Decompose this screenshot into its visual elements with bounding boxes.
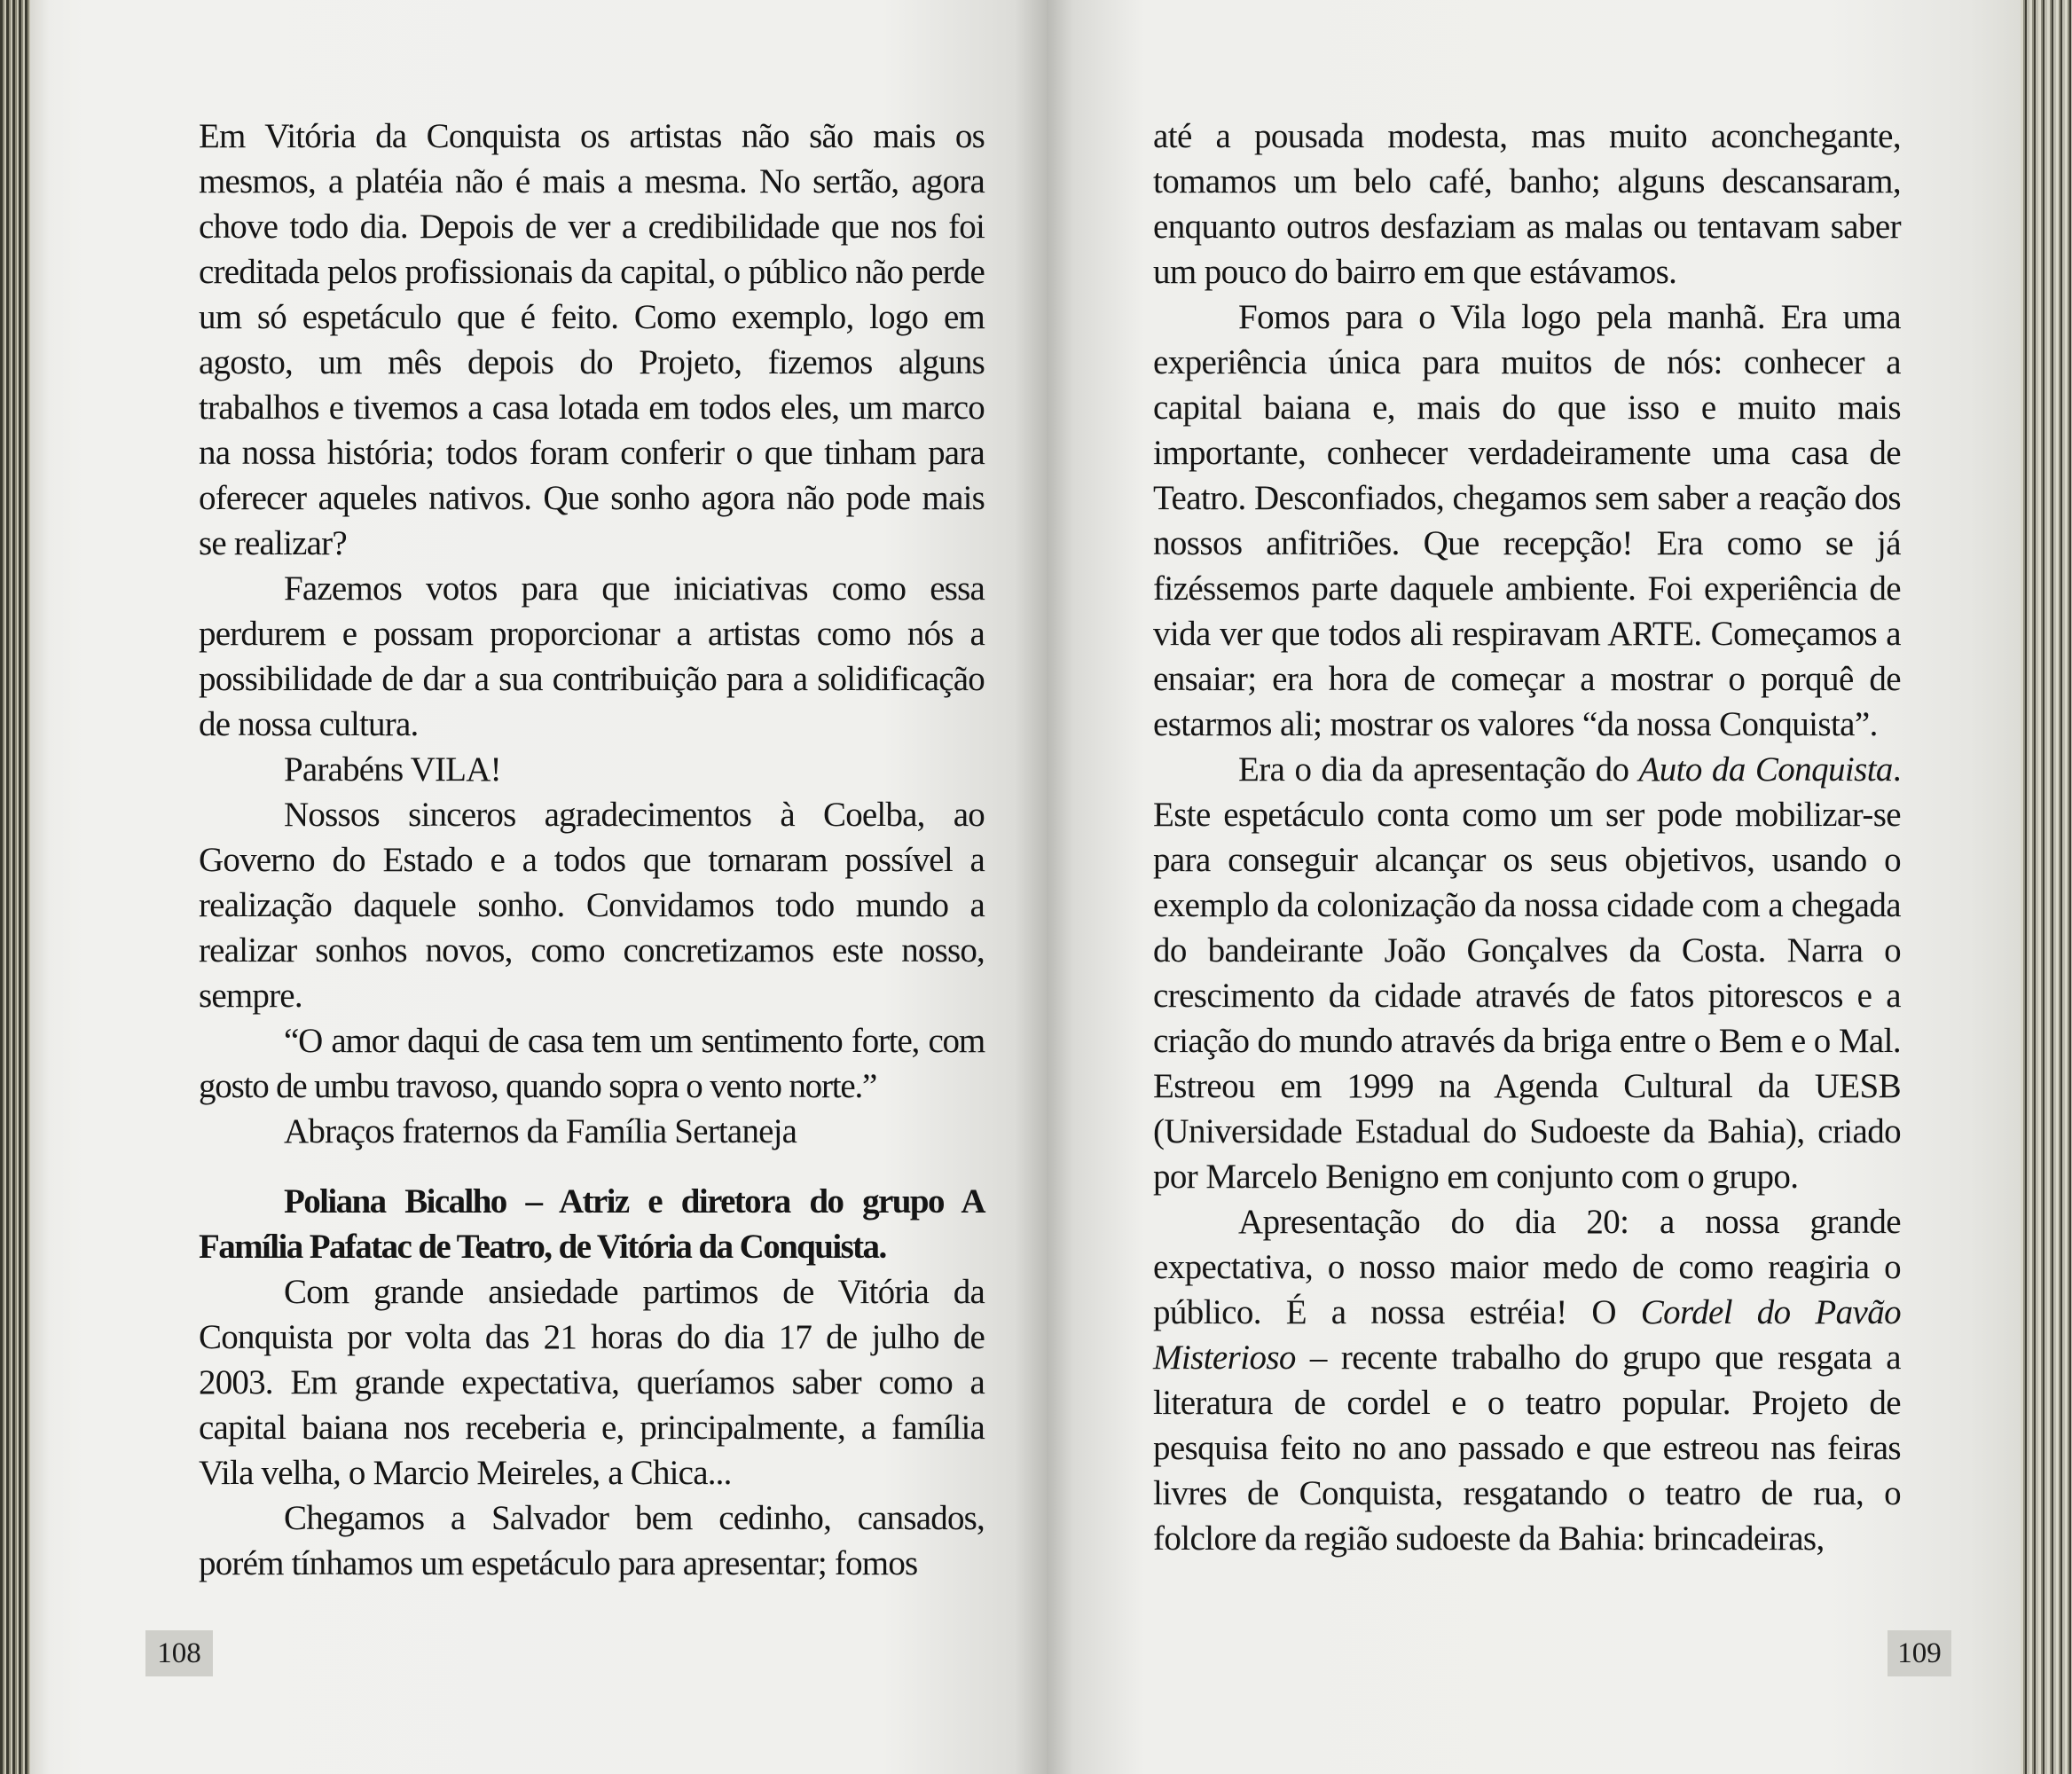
paragraph: Fomos para o Vila logo pela manhã. Era uma experiência única para muitos de nós: conhecer a capital baiana e, mais do que isso e muito mais importante, conhecer verdadeiramente uma casa de Teatro. Desconfiados, chegamos sem saber a reação dos nossos anfitriões. Que recepção! Era como se já fizéssemos parte daquele ambiente. Foi experiência de vida ver que todos ali respiravam ARTE. Começamos a ensaiar; era hora de começar a mostrar o porquê de estarmos ali; mostrar os valores “da nossa Conquista”. <box>1153 298 1901 743</box>
paragraph: Chegamos a Salvador bem cedinho, cansados, porém tínhamos um espetáculo para apresentar; fomos <box>199 1499 985 1582</box>
page-number: 108 <box>145 1630 213 1676</box>
page-number: 109 <box>1888 1630 1951 1676</box>
play-title: Cordel do Pavão Misterioso <box>1153 1293 1901 1377</box>
paragraph: Fazemos votos para que iniciativas como essa perdurem e possam proporcionar a artistas como nós a possibilidade de dar a sua contribuição para a solidificação de nossa cultura. <box>199 569 985 743</box>
play-title: Auto da Conquista <box>1638 750 1893 789</box>
paragraph: Abraços fraternos da Família Sertaneja <box>284 1112 797 1150</box>
paragraph: Nossos sinceros agradecimentos à Coelba, ao Governo do Estado e a todos que tornaram possível a realização daquele sonho. Convidamos todo mundo a realizar sonhos novos, como concretizamos este nosso, sempre. <box>199 796 985 1015</box>
left-page <box>30 0 1047 1774</box>
paragraph <box>1153 747 1901 1199</box>
paragraph: Parabéns VILA! <box>284 750 501 789</box>
right-page <box>1047 0 2021 1774</box>
paragraph: Em Vitória da Conquista os artistas não são mais os mesmos, a platéia não é mais a mesma. No sertão, agora chove todo dia. Depois de ver a credibilidade que nos foi creditada pelos profissionais da capital, o público não perde um só espetáculo que é feito. Como exemplo, logo em agosto, um mês depois do Projeto, fizemos alguns trabalhos e tivemos a casa lotada em todos eles, um marco na nossa história; todos foram conferir o que tinham para oferecer aqueles nativos. Que sonho agora não pode mais se realizar? <box>199 117 985 562</box>
paragraph: Com grande ansiedade partimos de Vitória da Conquista por volta das 21 horas do dia 17 de julho de 2003. Em grande expectativa, queríamos saber como a capital baiana nos receberia e, principalmente, a família Vila velha, o Marcio Meireles, a Chica... <box>199 1273 985 1492</box>
paragraph-text: Era o dia da apresentação do <box>1238 750 1639 789</box>
book-edge-right <box>2021 0 2072 1774</box>
section-heading: Poliana Bicalho – Atriz e diretora do grupo A Família Pafatac de Teatro, de Vitória da Conquista. <box>199 1182 985 1266</box>
paragraph <box>1153 1199 1901 1561</box>
paragraph-text: – recente trabalho do grupo que resgata a literatura de cordel e o teatro popular. Projeto de pesquisa feito no ano passado e que estreou nas feiras livres de Conquista, resgatando o teatro de rua, o folclore da região sudoeste da Bahia: brincadeiras, <box>1153 1338 1901 1558</box>
paragraph-text: . Este espetáculo conta como um ser pode mobilizar-se para conseguir alcançar os seus objetivos, usando o exemplo da colonização da nossa cidade com a chegada do bandeirante João Gonçalves da Costa. Narra o crescimento da cidade através de fatos pitorescos e a criação do mundo através da briga entre o Bem e o Mal. Estreou em 1999 na Agenda Cultural da UESB (Universidade Estadual do Sudoeste da Bahia), criado por Marcelo Benigno em conjunto com o grupo. <box>1153 750 1901 1196</box>
paragraph: até a pousada modesta, mas muito aconchegante, tomamos um belo café, banho; alguns descansaram, enquanto outros desfaziam as malas ou tentavam saber um pouco do bairro em que estávamos. <box>1153 117 1901 291</box>
paragraph-text: Apresentação do dia 20: a nossa grande expectativa, o nosso maior medo de como reagiria o público. É a nossa estréia! O <box>1153 1203 1901 1331</box>
quote-paragraph: “O amor daqui de casa tem um sentimento forte, com gosto de umbu travoso, quando sopra o vento norte.” <box>199 1022 985 1105</box>
book-edge-left <box>0 0 30 1774</box>
left-page-text <box>199 114 985 1586</box>
right-page-text <box>1153 114 1901 1561</box>
